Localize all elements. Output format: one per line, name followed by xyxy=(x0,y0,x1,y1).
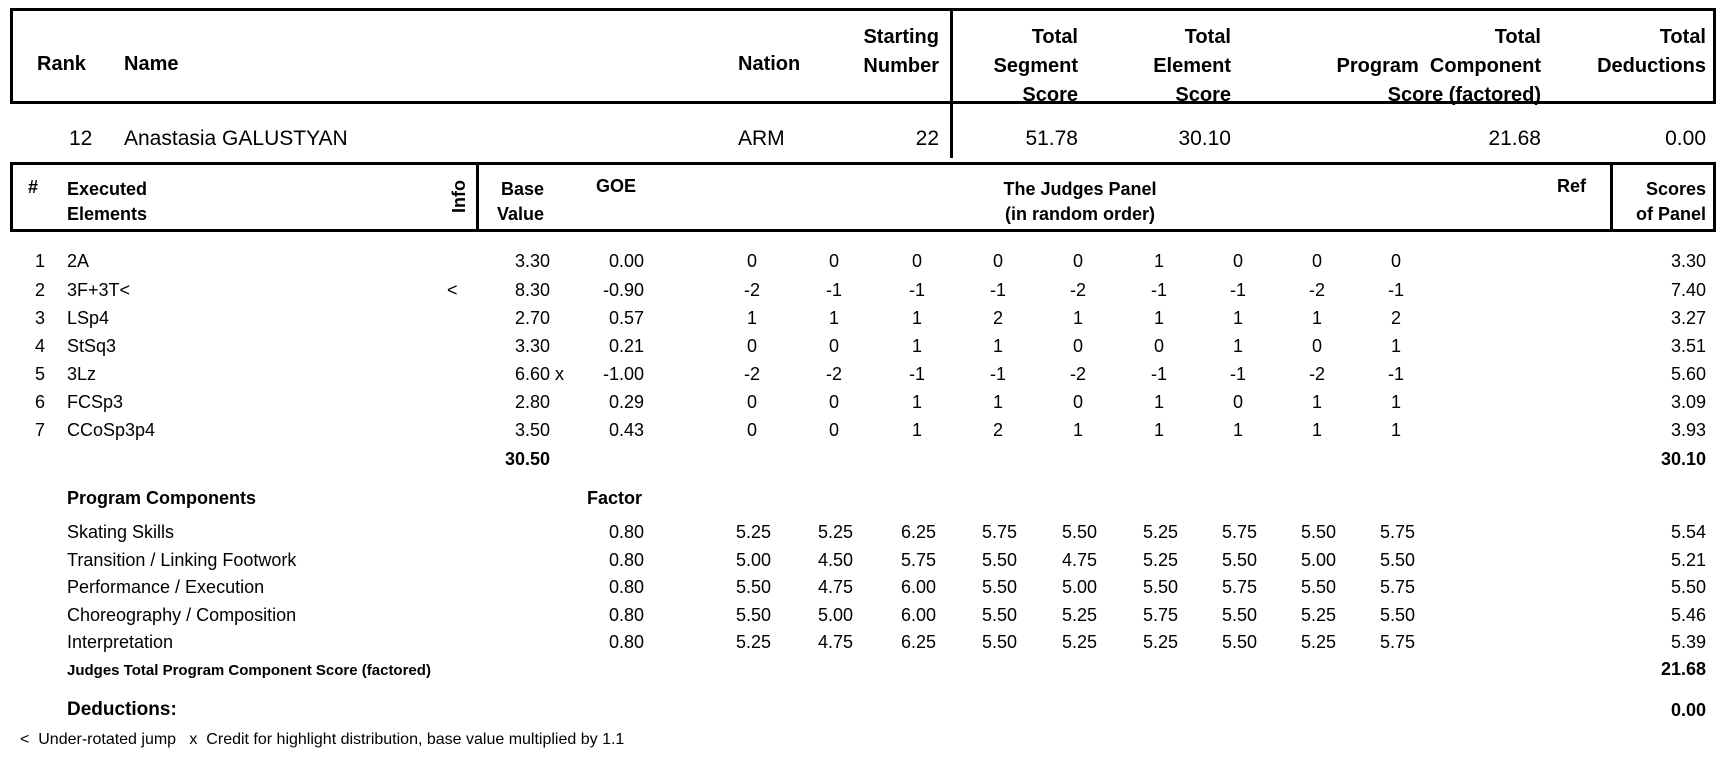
component-judge-mark-7: 5.75 xyxy=(1221,577,1257,597)
elements-total-score: 30.10 xyxy=(1660,449,1706,469)
col-rank-header: Rank xyxy=(37,53,86,75)
judge-goe-3: -1 xyxy=(908,280,925,300)
component-judge-mark-7: 5.50 xyxy=(1221,605,1257,625)
judge-goe-5: -2 xyxy=(1069,280,1086,300)
element-base-mark: x xyxy=(555,364,564,384)
element-panel-score: 5.60 xyxy=(1670,364,1706,384)
component-judge-mark-3: 6.25 xyxy=(900,522,936,542)
judge-goe-9: 1 xyxy=(1390,336,1401,356)
component-judge-mark-6: 5.25 xyxy=(1142,550,1178,570)
judge-goe-3: 1 xyxy=(911,392,922,412)
judge-goe-5: -2 xyxy=(1069,364,1086,384)
skater-total-segment-score: 51.78 xyxy=(1025,127,1078,150)
judge-goe-3: 1 xyxy=(911,336,922,356)
element-base-value: 2.70 xyxy=(514,308,550,328)
elements-header-box xyxy=(10,162,1716,232)
component-panel-score: 5.54 xyxy=(1670,522,1706,542)
element-goe: 0.57 xyxy=(608,308,644,328)
skater-total-element-score: 30.10 xyxy=(1178,127,1231,150)
judge-goe-7: 1 xyxy=(1232,420,1243,440)
judge-goe-8: 1 xyxy=(1311,392,1322,412)
component-factor: 0.80 xyxy=(608,605,644,625)
component-judge-mark-6: 5.25 xyxy=(1142,522,1178,542)
judge-goe-8: 0 xyxy=(1311,336,1322,356)
component-judge-mark-3: 6.00 xyxy=(900,605,936,625)
judge-goe-2: 0 xyxy=(828,251,839,271)
component-name: Transition / Linking Footwork xyxy=(67,550,297,570)
component-factor: 0.80 xyxy=(608,522,644,542)
element-goe: 0.21 xyxy=(608,336,644,356)
judge-goe-9: 2 xyxy=(1390,308,1401,328)
col-base-value-header: Base Value xyxy=(496,179,544,224)
element-goe: 0.29 xyxy=(608,392,644,412)
component-judge-mark-9: 5.50 xyxy=(1379,605,1415,625)
judge-goe-6: 1 xyxy=(1153,420,1164,440)
judge-goe-2: -2 xyxy=(825,364,842,384)
element-number: 1 xyxy=(34,251,45,271)
component-judge-mark-4: 5.50 xyxy=(981,577,1017,597)
component-judge-mark-2: 5.00 xyxy=(817,605,853,625)
judge-goe-1: 0 xyxy=(746,251,757,271)
judge-goe-1: 1 xyxy=(746,308,757,328)
col-judges-panel-header: The Judges Panel (in random order) xyxy=(1003,179,1157,224)
component-panel-score: 5.46 xyxy=(1670,605,1706,625)
judge-goe-2: -1 xyxy=(825,280,842,300)
component-judge-mark-4: 5.50 xyxy=(981,605,1017,625)
element-name: FCSp3 xyxy=(67,392,124,412)
element-name: 2A xyxy=(67,251,90,271)
element-info: < xyxy=(447,280,458,300)
component-factor: 0.80 xyxy=(608,632,644,652)
component-judge-mark-5: 4.75 xyxy=(1061,550,1097,570)
judge-goe-8: -2 xyxy=(1308,280,1325,300)
col-goe-header: GOE xyxy=(596,176,637,196)
judge-goe-4: 1 xyxy=(992,392,1003,412)
skater-total-pcs: 21.68 xyxy=(1488,127,1541,150)
elements-total-base: 30.50 xyxy=(504,449,550,469)
judge-goe-5: 0 xyxy=(1072,392,1083,412)
judge-goe-1: 0 xyxy=(746,336,757,356)
skater-rank: 12 xyxy=(69,127,93,150)
judge-goe-6: 0 xyxy=(1153,336,1164,356)
judge-goe-7: 0 xyxy=(1232,392,1243,412)
judge-goe-4: -1 xyxy=(989,280,1006,300)
element-goe: 0.00 xyxy=(608,251,644,271)
judge-goe-3: 1 xyxy=(911,420,922,440)
component-judge-mark-2: 5.25 xyxy=(817,522,853,542)
col-name-header: Name xyxy=(124,53,179,75)
element-panel-score: 3.27 xyxy=(1670,308,1706,328)
component-judge-mark-4: 5.75 xyxy=(981,522,1017,542)
judge-goe-3: 0 xyxy=(911,251,922,271)
component-judge-mark-9: 5.75 xyxy=(1379,577,1415,597)
judge-goe-4: 2 xyxy=(992,420,1003,440)
component-judge-mark-1: 5.25 xyxy=(735,522,771,542)
component-name: Interpretation xyxy=(67,632,174,652)
component-panel-score: 5.50 xyxy=(1670,577,1706,597)
component-judge-mark-1: 5.50 xyxy=(735,605,771,625)
element-base-value: 6.60 xyxy=(514,364,550,384)
footnote: < Under-rotated jump x Credit for highlight distribution, base value multiplied by 1.1 xyxy=(20,731,625,748)
component-judge-mark-3: 6.00 xyxy=(900,577,936,597)
judge-goe-4: 0 xyxy=(992,251,1003,271)
component-judge-mark-6: 5.75 xyxy=(1142,605,1178,625)
component-judge-mark-7: 5.50 xyxy=(1221,550,1257,570)
program-components-title: Program Components xyxy=(67,488,257,508)
element-number: 4 xyxy=(34,336,45,356)
judge-goe-4: -1 xyxy=(989,364,1006,384)
component-judge-mark-9: 5.50 xyxy=(1379,550,1415,570)
element-panel-score: 3.09 xyxy=(1670,392,1706,412)
element-name: LSp4 xyxy=(67,308,110,328)
col-ref-header: Ref xyxy=(1557,176,1587,196)
component-judge-mark-4: 5.50 xyxy=(981,550,1017,570)
judge-goe-9: 0 xyxy=(1390,251,1401,271)
judge-goe-5: 1 xyxy=(1072,420,1083,440)
element-base-value: 2.80 xyxy=(514,392,550,412)
col-info-header: Info xyxy=(449,180,469,213)
element-panel-score: 7.40 xyxy=(1670,280,1706,300)
judge-goe-2: 0 xyxy=(828,420,839,440)
judge-goe-7: 1 xyxy=(1232,336,1243,356)
col-total-deductions-header: Total Deductions xyxy=(1597,26,1706,77)
judge-goe-2: 1 xyxy=(828,308,839,328)
component-judge-mark-8: 5.00 xyxy=(1300,550,1336,570)
judge-goe-9: -1 xyxy=(1387,364,1404,384)
component-factor: 0.80 xyxy=(608,550,644,570)
judge-goe-8: -2 xyxy=(1308,364,1325,384)
element-goe: 0.43 xyxy=(608,420,644,440)
judge-goe-1: -2 xyxy=(743,280,760,300)
header-divider xyxy=(950,8,953,158)
component-judge-mark-1: 5.00 xyxy=(735,550,771,570)
judge-goe-1: 0 xyxy=(746,420,757,440)
skater-name: Anastasia GALUSTYAN xyxy=(124,127,348,150)
element-number: 7 xyxy=(34,420,45,440)
judge-goe-7: 1 xyxy=(1232,308,1243,328)
element-name: StSq3 xyxy=(67,336,117,356)
element-base-value: 3.50 xyxy=(514,420,550,440)
component-judge-mark-6: 5.25 xyxy=(1142,632,1178,652)
judge-goe-7: -1 xyxy=(1229,280,1246,300)
col-num-header: # xyxy=(28,177,39,197)
judge-goe-8: 0 xyxy=(1311,251,1322,271)
judge-goe-8: 1 xyxy=(1311,308,1322,328)
element-name: CCoSp3p4 xyxy=(67,420,156,440)
element-panel-score: 3.93 xyxy=(1670,420,1706,440)
element-base-value: 8.30 xyxy=(514,280,550,300)
component-judge-mark-5: 5.50 xyxy=(1061,522,1097,542)
element-name: 3Lz xyxy=(67,364,97,384)
component-factor: 0.80 xyxy=(608,577,644,597)
component-judge-mark-7: 5.50 xyxy=(1221,632,1257,652)
element-base-value: 3.30 xyxy=(514,336,550,356)
col-total-pcs-header: Total Program Component Score (factored) xyxy=(1336,26,1541,106)
col-total-element-score-header: Total Element Score xyxy=(1153,26,1231,106)
component-judge-mark-5: 5.00 xyxy=(1061,577,1097,597)
judge-goe-5: 0 xyxy=(1072,336,1083,356)
element-goe: -0.90 xyxy=(602,280,644,300)
col-total-segment-score-header: Total Segment Score xyxy=(993,26,1078,106)
judge-goe-2: 0 xyxy=(828,392,839,412)
judge-goe-3: 1 xyxy=(911,308,922,328)
judge-goe-3: -1 xyxy=(908,364,925,384)
component-judge-mark-8: 5.25 xyxy=(1300,605,1336,625)
judge-goe-6: 1 xyxy=(1153,392,1164,412)
judge-goe-9: 1 xyxy=(1390,392,1401,412)
component-judge-mark-4: 5.50 xyxy=(981,632,1017,652)
judge-goe-9: -1 xyxy=(1387,280,1404,300)
col-nation-header: Nation xyxy=(738,53,801,75)
component-judge-mark-5: 5.25 xyxy=(1061,605,1097,625)
element-panel-score: 3.30 xyxy=(1670,251,1706,271)
judge-goe-6: 1 xyxy=(1153,308,1164,328)
judge-goe-1: 0 xyxy=(746,392,757,412)
judge-goe-6: 1 xyxy=(1153,251,1164,271)
component-judge-mark-2: 4.75 xyxy=(817,577,853,597)
component-judge-mark-1: 5.50 xyxy=(735,577,771,597)
element-name: 3F+3T< xyxy=(67,280,131,300)
component-judge-mark-8: 5.25 xyxy=(1300,632,1336,652)
elements-header-divider-left xyxy=(476,162,479,232)
component-judge-mark-9: 5.75 xyxy=(1379,632,1415,652)
component-name: Performance / Execution xyxy=(67,577,265,597)
component-judge-mark-2: 4.75 xyxy=(817,632,853,652)
deductions-value: 0.00 xyxy=(1670,700,1706,720)
element-number: 5 xyxy=(34,364,45,384)
deductions-label: Deductions: xyxy=(67,699,177,720)
component-panel-score: 5.21 xyxy=(1670,550,1706,570)
judge-goe-4: 1 xyxy=(992,336,1003,356)
element-number: 6 xyxy=(34,392,45,412)
component-judge-mark-8: 5.50 xyxy=(1300,522,1336,542)
skater-starting-number: 22 xyxy=(915,127,939,150)
factor-header: Factor xyxy=(587,488,643,508)
judge-goe-8: 1 xyxy=(1311,420,1322,440)
judge-goe-9: 1 xyxy=(1390,420,1401,440)
component-name: Choreography / Composition xyxy=(67,605,297,625)
judge-goe-7: -1 xyxy=(1229,364,1246,384)
element-number: 3 xyxy=(34,308,45,328)
judge-goe-2: 0 xyxy=(828,336,839,356)
skater-nation: ARM xyxy=(738,127,785,150)
element-goe: -1.00 xyxy=(602,364,644,384)
component-judge-mark-1: 5.25 xyxy=(735,632,771,652)
component-judge-mark-6: 5.50 xyxy=(1142,577,1178,597)
judge-goe-4: 2 xyxy=(992,308,1003,328)
judge-goe-5: 0 xyxy=(1072,251,1083,271)
component-judge-mark-8: 5.50 xyxy=(1300,577,1336,597)
component-judge-mark-5: 5.25 xyxy=(1061,632,1097,652)
col-scores-of-panel-header: Scores of Panel xyxy=(1635,179,1706,224)
element-panel-score: 3.51 xyxy=(1670,336,1706,356)
col-executed-elements-header: Executed Elements xyxy=(67,179,148,224)
skater-total-deductions: 0.00 xyxy=(1665,127,1706,150)
judge-goe-7: 0 xyxy=(1232,251,1243,271)
judge-goe-1: -2 xyxy=(743,364,760,384)
component-name: Skating Skills xyxy=(67,522,175,542)
element-base-value: 3.30 xyxy=(514,251,550,271)
col-starting-number-header: Starting Number xyxy=(863,26,939,77)
component-judge-mark-7: 5.75 xyxy=(1221,522,1257,542)
judge-goe-5: 1 xyxy=(1072,308,1083,328)
judge-goe-6: -1 xyxy=(1150,280,1167,300)
component-judge-mark-2: 4.50 xyxy=(817,550,853,570)
component-judge-mark-3: 6.25 xyxy=(900,632,936,652)
component-judge-mark-3: 5.75 xyxy=(900,550,936,570)
element-number: 2 xyxy=(34,280,45,300)
component-judge-mark-9: 5.75 xyxy=(1379,522,1415,542)
component-panel-score: 5.39 xyxy=(1670,632,1706,652)
pcs-total-label: Judges Total Program Component Score (factored) xyxy=(67,662,431,679)
judge-goe-6: -1 xyxy=(1150,364,1167,384)
elements-header-divider-right xyxy=(1610,162,1613,232)
pcs-total-value: 21.68 xyxy=(1660,659,1706,679)
